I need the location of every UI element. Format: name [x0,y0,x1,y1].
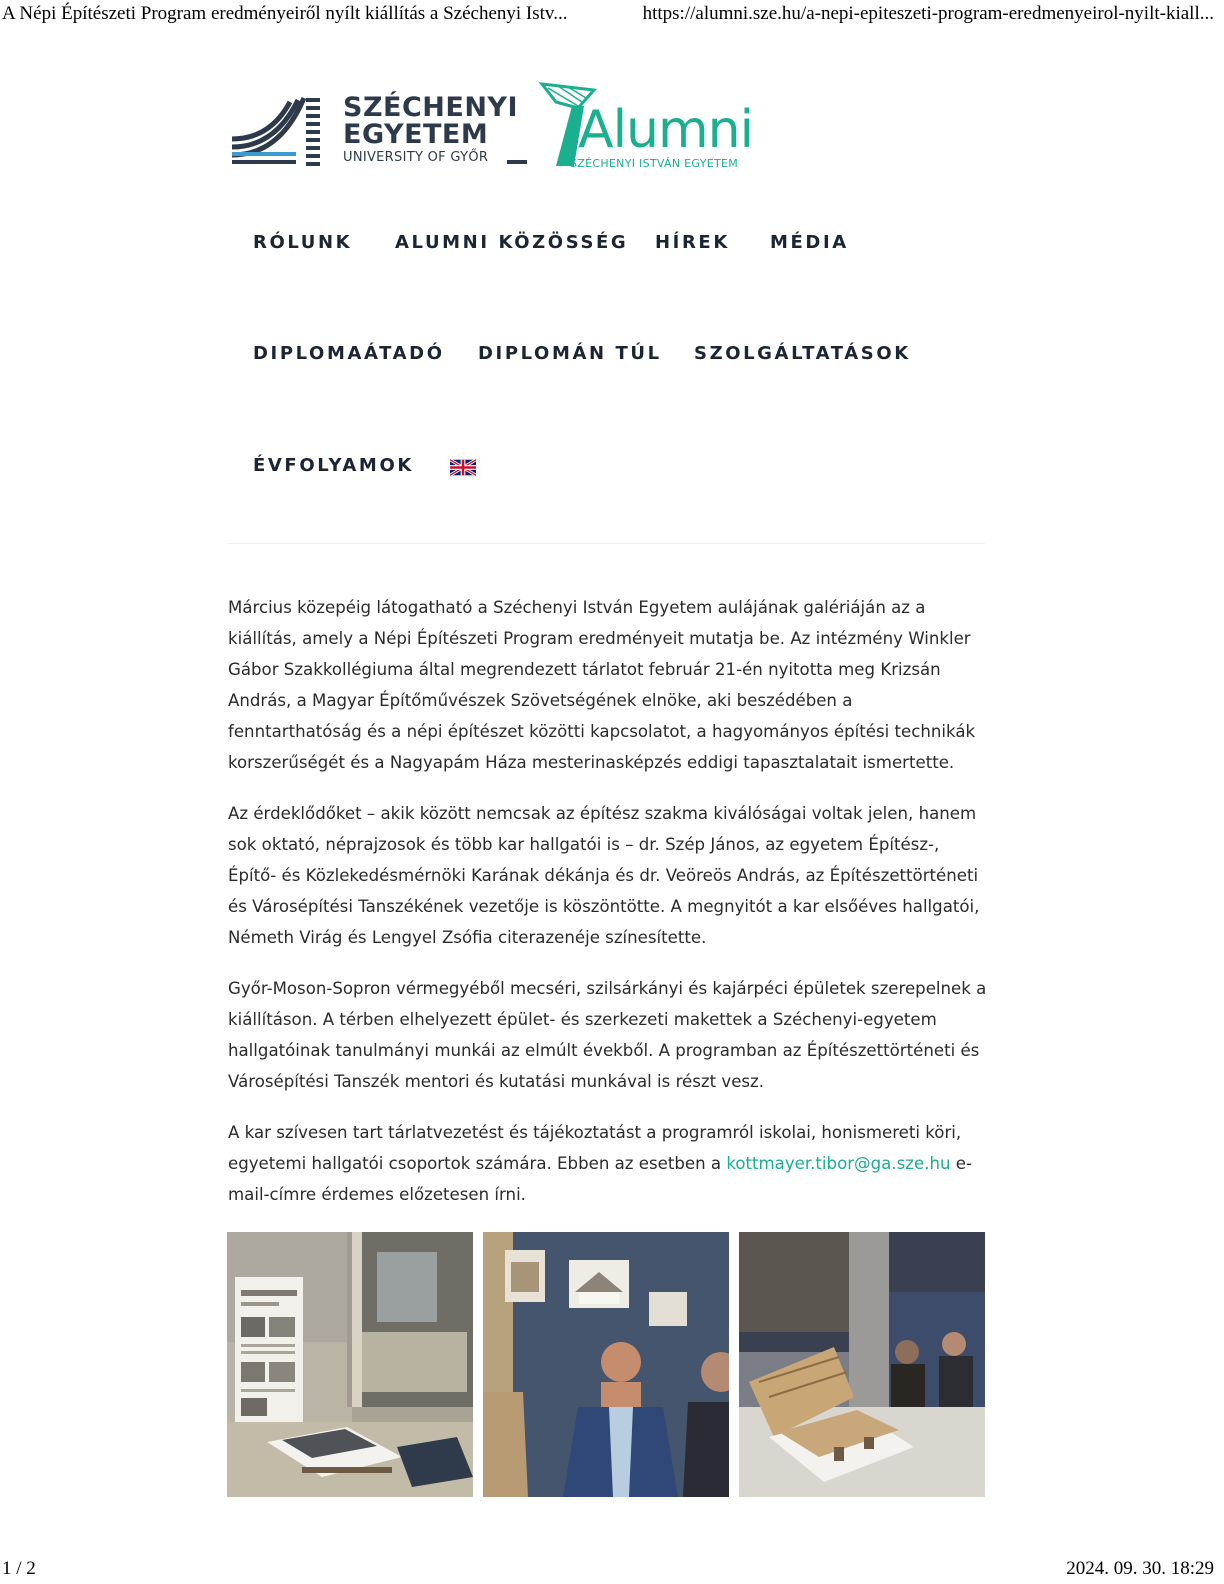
print-header [0,0,1224,30]
article-paragraph-3: Győr-Moson-Sopron vérmegyéből mecséri, szilsárkányi és kajárpéci épületek szerepelnek a kiállításon. A térben elhelyezett épület- és szerkezeti makettek a Széchenyi-egyetem hallgatóinak tanulmányi munkái az elmúlt évekből. A programban az Építészettörténeti és Városépítési Tanszék mentori és kutatási munkával is részt vesz. [228,979,987,1091]
print-footer [0,1558,1224,1584]
gallery-photo-models[interactable] [739,1232,985,1497]
article-paragraph-1: Március közepéig látogatható a Széchenyi István Egyetem aulájának galériáján az a kiállítás, amely a Népi Építészeti Program eredményeit mutatja be. Az intézmény Winkler Gábor Szakkollégiuma által megrendezett tárlatot február 21-én nyitotta meg Krizsán András, a Magyar Építőművészek Szövetségének elnöke, aki beszédében a fenntarthatóság és a népi építészet közötti kapcsolatot, a hagyományos építési technikák korszerűségét és a Nagyapám Háza mesterinasképzés eddigi tapasztalatait ismertette. [228,598,976,772]
header-divider [228,543,985,544]
article-paragraph-4 [228,1117,988,1210]
nav-item-diploman-tul[interactable]: DIPLOMÁN TÚL [478,343,662,364]
print-page-title: A Népi Építészeti Program eredményeiről nyílt kiállítás a Széchenyi Istv... [2,3,568,24]
article-paragraph-2: Az érdeklődőket – akik között nemcsak az építész szakma kiválóságai voltak jelen, hanem sok oktató, néprajzosok és több kar hallgatói is – dr. Szép János, az egyetem Építész-, Építő- és Közlekedésmérnöki Karának dékánja és dr. Veöreös András, az Építészettörténeti és Városépítési Tanszékének vezetője is köszöntötte. A megnyitót a kar elsőéves hallgatói, Németh Virág és Lengyel Zsófia citerazenéje színesítette. [228,804,980,947]
logo-dash [507,160,527,164]
alumni-wordmark: Alumni [578,100,754,160]
print-datetime: 2024. 09. 30. 18:29 [1066,1558,1214,1579]
print-page-number: 1 / 2 [2,1558,36,1579]
gallery-photo-visitors[interactable] [483,1232,729,1497]
nav-item-evfolyamok[interactable]: ÉVFOLYAMOK [253,455,414,476]
university-wordmark [343,94,518,166]
nav-item-diplomaatado[interactable]: DIPLOMAÁTADÓ [253,343,445,364]
article-paragraph-4-start: A kar szívesen tart tárlatvezetést és tájékoztatást a programról iskolai, honismereti köri, egyetemi hallgatói csoportok számára. Ebben az esetben a [228,1123,962,1173]
nav-item-rolunk[interactable]: RÓLUNK [253,232,353,253]
article-paragraph-4-end: e-mail-címre érdemes előzetesen írni. [228,1154,972,1204]
article-body [228,592,988,1230]
gallery-photo-exhibition-panel[interactable] [227,1232,473,1497]
nav-item-alumni-kozosseg[interactable]: ALUMNI KÖZÖSSÉG [395,232,629,253]
logo-line-1: SZÉCHENYI [343,92,519,123]
contact-email-link[interactable]: kottmayer.tibor@ga.sze.hu [726,1154,951,1173]
alumni-subtitle: SZÉCHENYI ISTVÁN EGYETEM [570,157,739,170]
logo-line-2: EGYETEM [343,119,489,150]
logo-line-3: UNIVERSITY OF GYŐR [343,150,489,165]
alumni-logo [538,80,754,175]
print-page-url: https://alumni.sze.hu/a-nepi-epiteszeti-program-eredmenyeirol-nyilt-kiall... [642,3,1214,24]
uk-flag-icon[interactable] [450,459,476,476]
site-logo[interactable] [230,80,754,175]
nav-item-hirek[interactable]: HÍREK [655,232,730,253]
photo-gallery [227,1232,985,1497]
szechenyi-logo-mark-icon [230,94,325,169]
nav-item-media[interactable]: MÉDIA [770,232,849,253]
nav-item-szolgaltatasok[interactable]: SZOLGÁLTATÁSOK [694,343,911,364]
